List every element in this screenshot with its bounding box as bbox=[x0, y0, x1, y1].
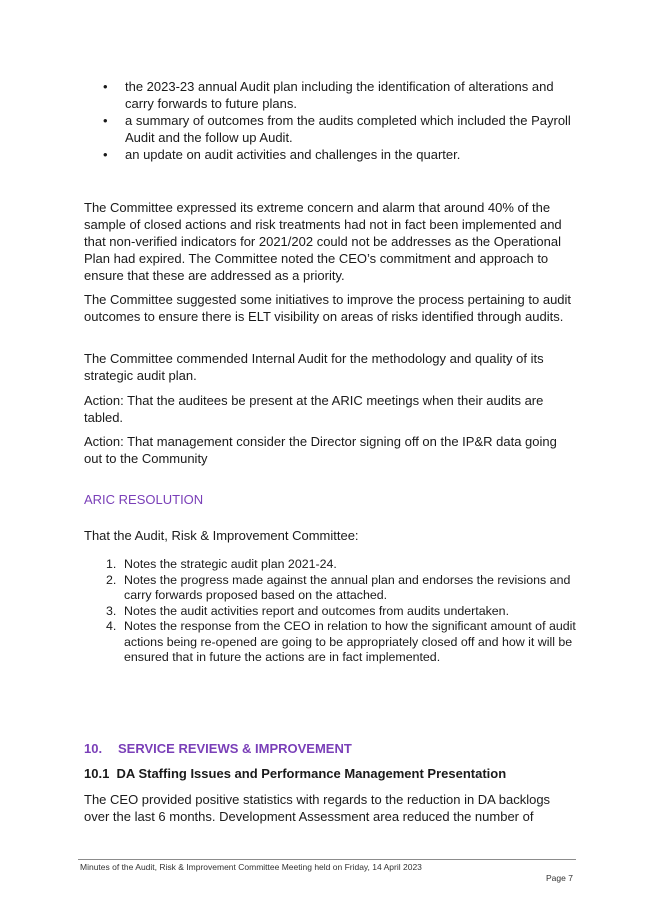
resolution-intro: That the Audit, Risk & Improvement Committee: bbox=[84, 528, 359, 543]
section-10-1-body: The CEO provided positive statistics with regards to the reduction in DA backlogs over the last 6 months. Development Assessment area reduced the number of bbox=[84, 792, 551, 824]
bullet-item: • an update on audit activities and challenges in the quarter. bbox=[84, 146, 574, 163]
paragraph-committee-commended: The Committee commended Internal Audit for the methodology and quality of its strategic audit plan. bbox=[84, 351, 544, 383]
resolution-item: 1. Notes the strategic audit plan 2021-24. bbox=[106, 557, 337, 571]
page-number: Page 7 bbox=[546, 873, 573, 883]
bullet-item: • the 2023-23 annual Audit plan including the identification of alterations and carry forwards to future plans. bbox=[84, 78, 574, 112]
resolution-item: 3. Notes the audit activities report and outcomes from audits undertaken. bbox=[106, 603, 510, 618]
bullet-item: • a summary of outcomes from the audits completed which included the Payroll Audit and the follow up Audit. bbox=[84, 112, 574, 146]
section-10-heading: 10. SERVICE REVIEWS & IMPROVEMENT bbox=[84, 741, 352, 756]
paragraph-committee-initiatives: The Committee suggested some initiatives to improve the process pertaining to audit outcomes to ensure there is ELT visibility on areas of risks identified through audits. bbox=[84, 292, 572, 324]
paragraph-committee-concern: The Committee expressed its extreme concern and alarm that around 40% of the sample of closed actions and risk treatments had not in fact been implemented and that non-verified indicators for 2021/202 could not be addresses as the Operational Plan had expired. The Committee noted the CEO’s commitment and approach to ensure that these are addressed as a priority. bbox=[84, 200, 562, 283]
footer-divider bbox=[78, 859, 576, 860]
footer-text: Minutes of the Audit, Risk & Improvement Committee Meeting held on Friday, 14 April 2023 bbox=[80, 862, 422, 872]
report-bullet-list bbox=[84, 78, 574, 163]
paragraph-action-auditees: Action: That the auditees be present at the ARIC meetings when their audits are tabled. bbox=[84, 393, 544, 425]
section-10-1-heading: 10.1 DA Staffing Issues and Performance Management Presentation bbox=[84, 766, 507, 781]
resolution-item: 2. Notes the progress made against the annual plan and endorses the revisions and carry forwards proposed based on the attached. bbox=[106, 572, 571, 602]
aric-resolution-heading: ARIC RESOLUTION bbox=[84, 492, 204, 507]
resolution-item: 4. Notes the response from the CEO in relation to how the significant amount of audit actions being re-opened are going to be appropriately closed off and how it will be ensured that in future the actions are in fact implemented. bbox=[106, 619, 576, 664]
paragraph-action-management: Action: That management consider the Director signing off on the IP&R data going out to the Community bbox=[84, 434, 557, 466]
resolution-list bbox=[84, 557, 584, 666]
